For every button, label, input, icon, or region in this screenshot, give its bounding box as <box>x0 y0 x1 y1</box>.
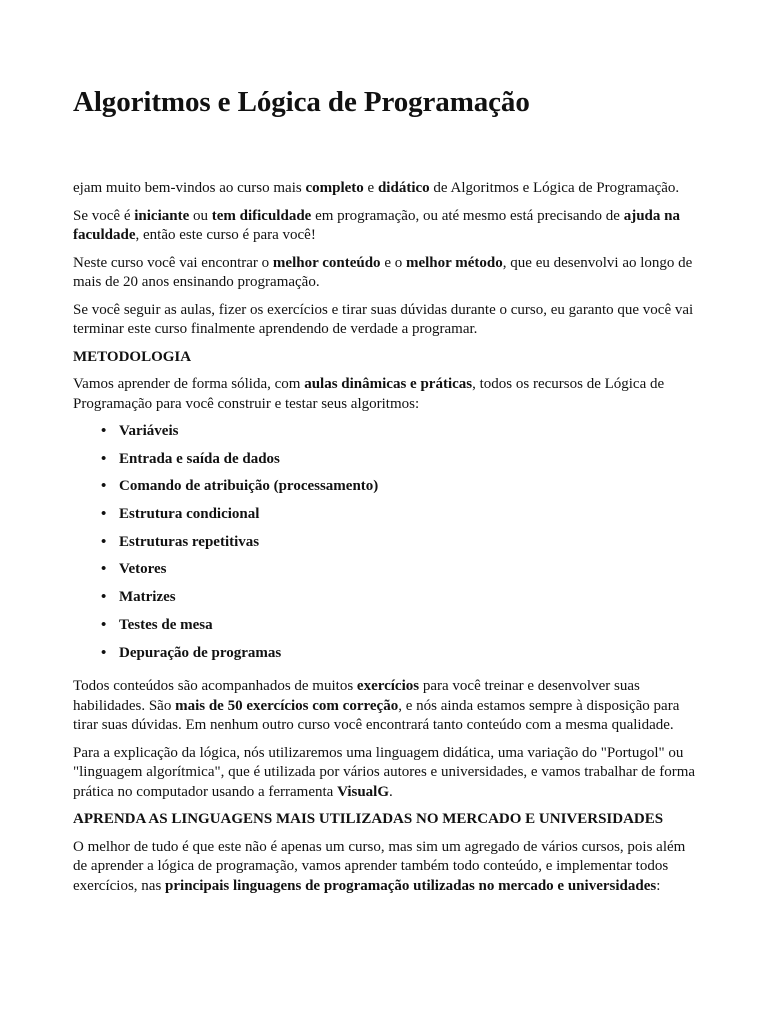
text-run: O melhor de tudo é que este não é apenas um curso, mas sim um agregado de vários cursos, pois além de aprender a lógica de programação, vamos aprender também todo conteúdo, e implementar todos exercícios, nas <box>73 838 686 894</box>
topic-list-item: • Entrada e saída de dados <box>73 450 703 478</box>
after-list-section <box>73 677 703 802</box>
text-run: : <box>656 877 661 894</box>
text-run: Neste curso você vai encontrar o <box>73 254 273 271</box>
text-run: , e nós ainda estamos sempre à disposição para tirar suas dúvidas. Em nenhum outro curso você encontrará tanto conteúdo com a mesma qualidade. <box>73 697 680 734</box>
languages-paragraph <box>73 838 703 897</box>
intro-paragraph <box>73 254 703 293</box>
topic-list-item: • Comando de atribuição (processamento) <box>73 477 703 505</box>
text-run: Se você seguir as aulas, fizer os exercícios e tirar suas dúvidas durante o curso, eu garanto que você vai terminar este curso finalmente aprendendo de verdade a programar. <box>73 301 694 337</box>
text-run: e <box>363 180 378 196</box>
body-paragraph <box>73 677 703 736</box>
text-run: Todos conteúdos são acompanhados de muitos <box>73 678 357 695</box>
bold-text: principais linguagens de programação utilizadas no mercado e universidades <box>165 877 657 894</box>
bold-text: mais de 50 exercícios com correção <box>175 697 399 714</box>
text-run: , então este curso é para você! <box>135 227 316 243</box>
intro-paragraph <box>73 207 703 246</box>
text-run: Se você é <box>73 207 135 224</box>
text-run: para você treinar e desenvolver suas habilidades. São <box>73 678 640 714</box>
text-run: , que eu desenvolvi ao longo de mais de 20 anos ensinando programação. <box>73 254 693 290</box>
bold-text: melhor método <box>405 254 503 271</box>
topic-list-item: • Depuração de programas <box>73 644 703 672</box>
bold-text: ajuda na faculdade <box>73 207 680 243</box>
bold-text: exercícios <box>356 678 420 695</box>
topic-list-item: • Estruturas repetitivas <box>73 533 703 561</box>
body-paragraph <box>73 744 703 803</box>
bold-text: tem dificuldade <box>211 207 312 224</box>
bold-text: didático <box>377 180 430 196</box>
text-run: . <box>389 783 393 800</box>
text-run: , todos os recursos de Lógica de Programação para você construir e testar seus algoritmos: <box>73 376 665 412</box>
topics-list <box>73 422 703 671</box>
bold-text: melhor conteúdo <box>272 254 381 271</box>
bold-text: completo <box>305 180 364 196</box>
section-heading-metodologia: METODOLOGIA <box>73 348 192 365</box>
bold-text: VisualG <box>337 783 390 800</box>
topic-list-item: • Estrutura condicional <box>73 505 703 533</box>
bold-text: aulas dinâmicas e práticas <box>304 376 473 392</box>
text-run: Vamos aprender de forma sólida, com <box>73 376 305 392</box>
text-run: Para a explicação da lógica, nós utilizaremos uma linguagem didática, uma variação do "Portugol" ou "linguagem algorítmica", que é utilizada por vários autores e universidades, e vamos trabalhar de forma prática no computador usando a ferramenta <box>73 744 696 800</box>
page-title: Algoritmos e Lógica de Programação <box>73 86 530 118</box>
topic-list-item: • Matrizes <box>73 588 703 616</box>
topic-list-item: • Variáveis <box>73 422 703 450</box>
intro-section <box>73 179 703 340</box>
topic-list-item: • Testes de mesa <box>73 616 703 644</box>
text-run: em programação, ou até mesmo está precisando de <box>311 207 624 224</box>
methodology-paragraph <box>73 375 703 414</box>
bold-text: iniciante <box>134 207 190 224</box>
text-run: ou <box>189 207 212 224</box>
text-run: de Algoritmos e Lógica de Programação. <box>429 180 680 196</box>
section-heading-linguagens: APRENDA AS LINGUAGENS MAIS UTILIZADAS NO MERCADO E UNIVERSIDADES <box>73 811 664 828</box>
document-body <box>73 179 703 904</box>
text-run: e o <box>380 254 406 271</box>
topic-list-item: • Vetores <box>73 560 703 588</box>
intro-paragraph <box>73 179 703 199</box>
text-run: ejam muito bem-vindos ao curso mais <box>73 180 306 196</box>
intro-paragraph <box>73 301 703 340</box>
